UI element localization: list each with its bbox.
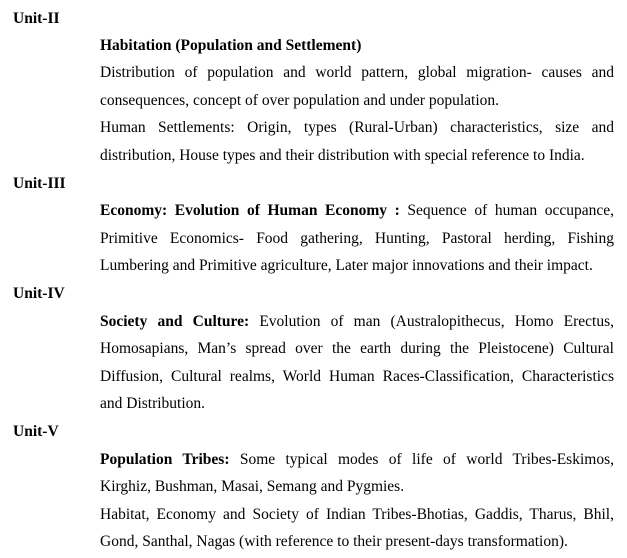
unit-2-text-line: Human Settlements: Origin, types (Rural-Urban) characteristics, size and bbox=[100, 119, 614, 136]
unit-2-label: Unit-II bbox=[13, 10, 60, 27]
unit-2-text-line: Distribution of population and world pattern, global migration- causes and bbox=[100, 64, 614, 81]
unit-5-text-line: Kirghiz, Bushman, Masai, Semang and Pygmies. bbox=[100, 478, 405, 495]
unit-2-text-line: consequences, concept of over population and under population. bbox=[100, 92, 500, 109]
unit-4-text-line: Diffusion, Cultural realms, World Human Races-Classification, Characteristics bbox=[100, 368, 614, 385]
unit-4-label: Unit-IV bbox=[13, 285, 65, 302]
unit-4-first-line bbox=[100, 313, 614, 331]
unit-4-text-line: Homosapians, Man’s spread over the earth during the Pleistocene) Cultural bbox=[100, 340, 614, 357]
unit-2-text-line: distribution, House types and their distribution with special reference to India. bbox=[100, 147, 585, 164]
unit-5-label: Unit-V bbox=[13, 423, 59, 440]
unit-3-first-line-rest: Sequence of human occupance, bbox=[399, 202, 614, 219]
unit-3-first-line bbox=[100, 202, 614, 220]
unit-2-heading: Habitation (Population and Settlement) bbox=[100, 37, 362, 54]
unit-5-first-line bbox=[100, 451, 614, 469]
unit-3-heading: Economy: Evolution of Human Economy : bbox=[100, 202, 400, 219]
unit-4-heading: Society and Culture: bbox=[100, 313, 250, 330]
unit-5-first-line-rest: Some typical modes of life of world Tribes-Eskimos, bbox=[229, 451, 614, 468]
unit-3-text-line: Primitive Economics- Food gathering, Hunting, Pastoral herding, Fishing bbox=[100, 230, 614, 247]
unit-3-text-line: Lumbering and Primitive agriculture, Later major innovations and their impact. bbox=[100, 257, 593, 274]
unit-5-text-line: Gond, Santhal, Nagas (with reference to their present-days transformation). bbox=[100, 533, 568, 550]
unit-3-label: Unit-III bbox=[13, 175, 66, 192]
unit-5-text-line: Habitat, Economy and Society of Indian Tribes-Bhotias, Gaddis, Tharus, Bhil, bbox=[100, 506, 614, 523]
unit-4-text-line: and Distribution. bbox=[100, 395, 206, 412]
unit-5-heading: Population Tribes: bbox=[100, 451, 230, 468]
unit-4-first-line-rest: Evolution of man (Australopithecus, Homo Erectus, bbox=[249, 313, 614, 330]
